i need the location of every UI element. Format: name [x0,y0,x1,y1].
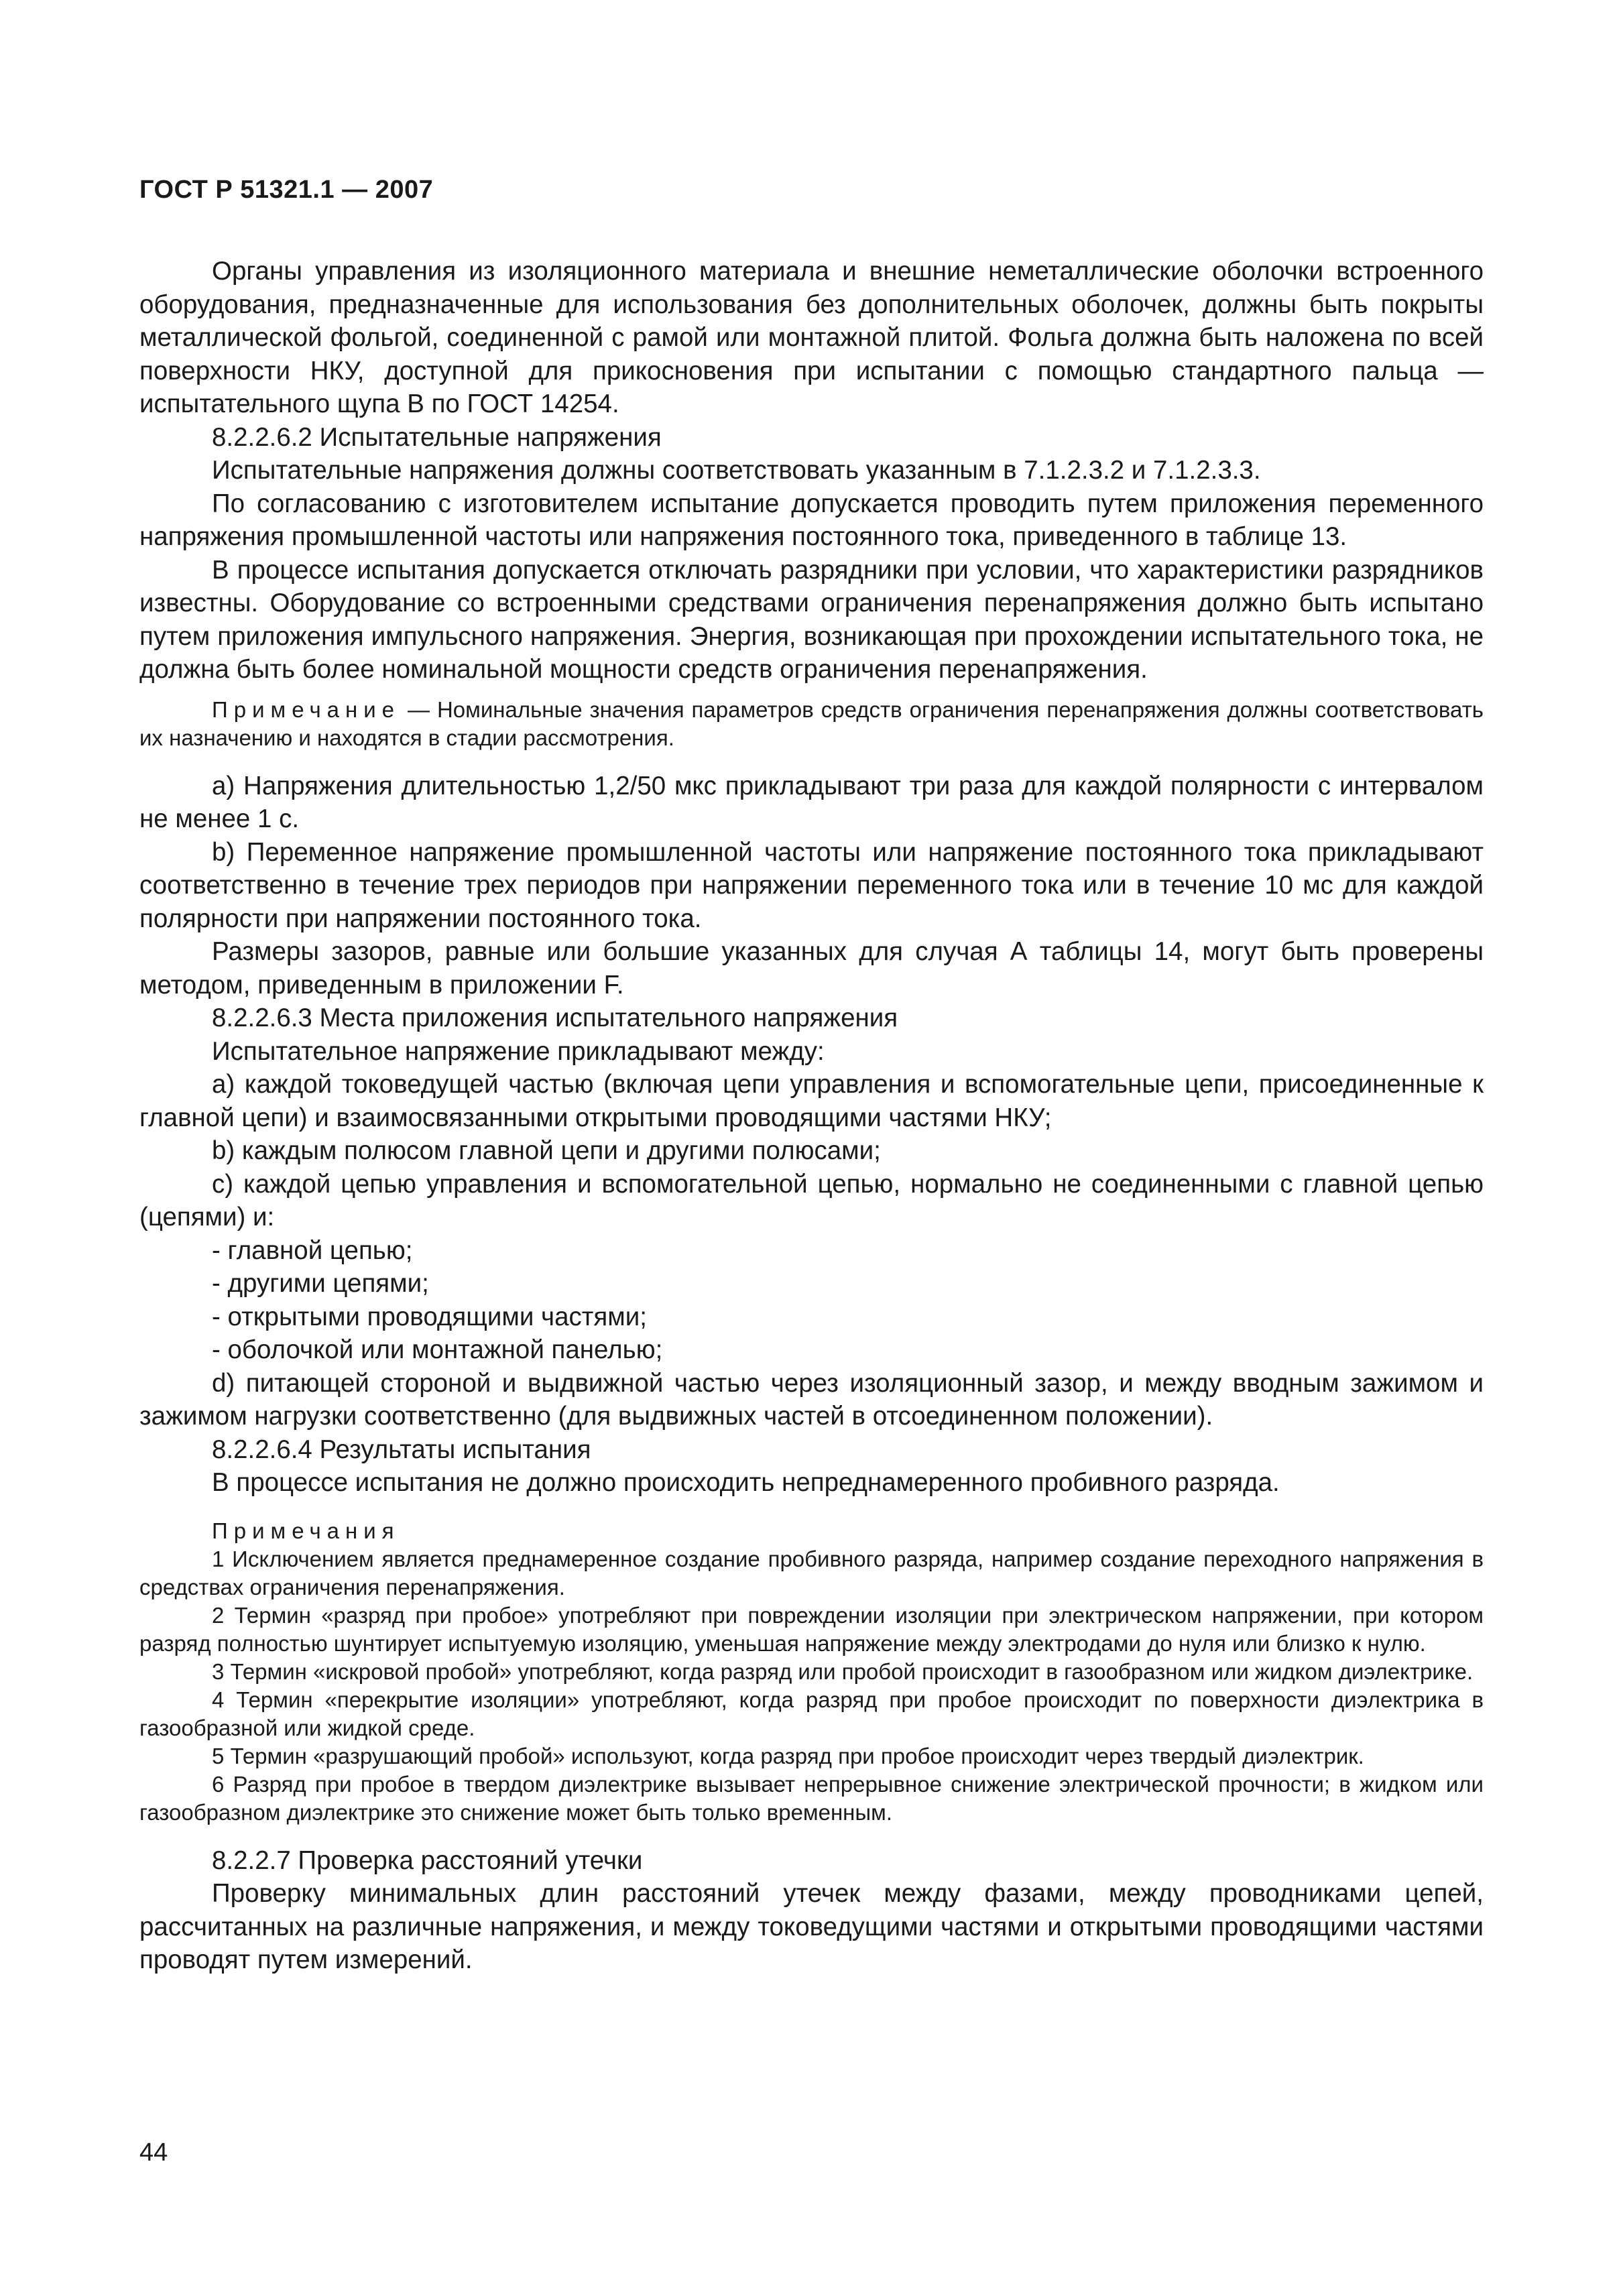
list-item: - открытыми проводящими частями; [212,1302,647,1331]
note-item: 4 Термин «перекрытие изоляции» употребляют, когда разряд при пробое происходит по поверхности диэлектрика в газообразной или жидкой среде. [139,1687,1484,1740]
document-body [139,255,1484,1977]
page-number: 44 [139,2138,168,2167]
list-item: а) Напряжения длительностью 1,2/50 мкс прикладывают три раза для каждой полярности с интервалом не менее 1 с. [139,771,1484,833]
section-heading: 8.2.2.6.3 Места приложения испытательного напряжения [212,1004,898,1032]
list-item: b) каждым полюсом главной цепи и другими полюсами; [212,1136,881,1165]
paragraph: Размеры зазоров, равные или большие указанных для случая А таблицы 14, могут быть проверены методом, приведенным в приложении F. [139,937,1484,1000]
list-item: - главной цепью; [212,1235,413,1265]
list-item: d) питающей стороной и выдвижной частью через изоляционный зазор, и между вводным зажимом и зажимом нагрузки соответственно (для выдвижных частей в отсоединенном положении). [139,1368,1484,1431]
notes-block [139,1517,1484,1827]
paragraph: В процессе испытания не должно происходить непреднамеренного пробивного разряда. [212,1468,1280,1497]
notes-label: Примечания [212,1518,400,1543]
section-heading: 8.2.2.6.2 Испытательные напряжения [212,422,662,452]
note-block [139,696,1484,752]
note-item: 2 Термин «разряд при пробое» употребляют при повреждении изоляции при электрическом напряжении, при котором разряд полностью шунтирует испытуемую изоляцию, уменьшая напряжение между электродами до нуля или близко к нулю. [139,1602,1484,1656]
paragraph: Органы управления из изоляционного материала и внешние неметаллические оболочки встроенного оборудования, предназначенные для использования без дополнительных оболочек, должны быть покрыты металлической фольгой, соединенной с рамой или монтажной плитой. Фольга должна быть наложена по всей поверхности НКУ, доступной для прикосновения при испытании с помощью стандартного пальца — испытательного щупа В по ГОСТ 14254. [139,257,1484,418]
list-item: с) каждой цепью управления и вспомогательной цепью, нормально не соединенными с главной цепью (цепями) и: [139,1169,1484,1231]
note-label: Примечание [212,697,401,722]
note-item: 3 Термин «искровой пробой» употребляют, когда разряд или пробой происходит в газообразном или жидком диэлектрике. [212,1658,1474,1684]
paragraph: В процессе испытания допускается отключать разрядники при условии, что характеристики разрядников известны. Оборудование со встроенными средствами ограничения перенапряжения должно быть испытано путем приложения импульсного напряжения. Энергия, возникающая при прохождении испытательного тока, не должна быть более номинальной мощности средств ограничения перенапряжения. [139,555,1484,684]
note-item: 6 Разряд при пробое в твердом диэлектрике вызывает непрерывное снижение электрической прочности; в жидком или газообразном диэлектрике это снижение может быть только временным. [139,1771,1484,1825]
paragraph: По согласованию с изготовителем испытание допускается проводить путем приложения переменного напряжения промышленной частоты или напряжения постоянного тока, приведенного в таблице 13. [139,489,1484,551]
notes-heading [139,1517,1484,1545]
list-item: - другими цепями; [212,1269,429,1298]
paragraph: Испытательные напряжения должны соответствовать указанным в 7.1.2.3.2 и 7.1.2.3.3. [212,456,1261,485]
paragraph: Испытательное напряжение прикладывают между: [212,1036,825,1066]
note-item: 5 Термин «разрушающий пробой» используют, когда разряд при пробое происходит через твердый диэлектрик. [212,1743,1364,1768]
standard-header: ГОСТ Р 51321.1 — 2007 [139,176,434,204]
note-text: — Номинальные значения параметров средств ограничения перенапряжения должны соответствовать их назначению и находятся в стадии рассмотрения. [139,697,1484,750]
note-paragraph [139,696,1484,752]
list-item: а) каждой токоведущей частью (включая цепи управления и вспомогательные цепи, присоединенные к главной цепи) и взаимосвязанными открытыми проводящими частями НКУ; [139,1070,1484,1132]
section-heading: 8.2.2.6.4 Результаты испытания [212,1435,591,1464]
paragraph: Проверку минимальных длин расстояний утечек между фазами, между проводниками цепей, рассчитанных на различные напряжения, и между токоведущими частями и открытыми проводящими частями проводят путем измерений. [139,1879,1484,1974]
list-item: - оболочкой или монтажной панелью; [212,1335,663,1364]
note-item: 1 Исключением является преднамеренное создание пробивного разряда, например создание переходного напряжения в средствах ограничения перенапряжения. [139,1546,1484,1599]
section-heading: 8.2.2.7 Проверка расстояний утечки [212,1846,643,1875]
list-item: b) Переменное напряжение промышленной частоты или напряжение постоянного тока прикладывают соответственно в течение трех периодов при напряжении переменного тока или в течение 10 мс для каждой полярности при напряжении постоянного тока. [139,837,1484,933]
